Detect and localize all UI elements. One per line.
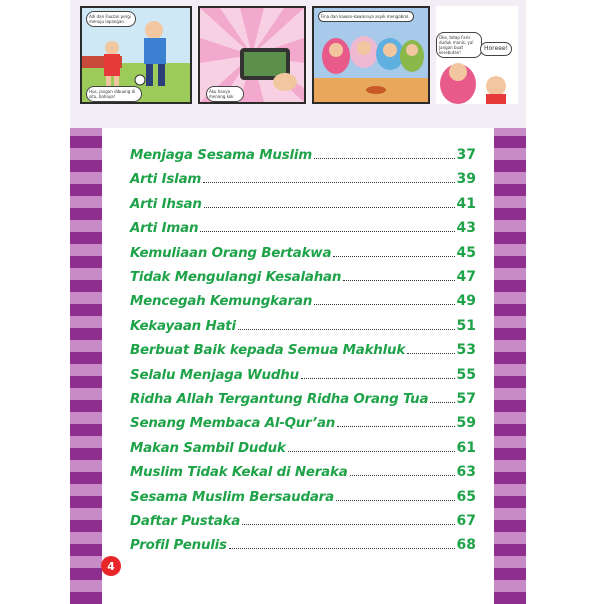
speech-bubble: Aku hanya menang kok — [206, 86, 244, 102]
speech-bubble: Hus, jangan dibuang di situ, bahaya! — [86, 86, 142, 102]
stripe-band — [70, 472, 102, 484]
toc-leader-dots — [200, 230, 454, 232]
toc-entry-page: 39 — [456, 171, 476, 188]
stripe-band — [494, 424, 526, 436]
toc-entry — [130, 507, 476, 529]
toc-entry-title: Arti Islam — [130, 172, 202, 188]
toc-leader-dots — [288, 450, 455, 452]
stripe-band — [494, 472, 526, 484]
toc-entry-title: Sesama Muslim Bersaudara — [130, 489, 334, 505]
toc-entry-title: Tidak Mengulangi Kesalahan — [130, 270, 342, 285]
stripe-band — [494, 496, 526, 508]
toc-entry-title: Senang Membaca Al-Qur’an — [130, 416, 336, 432]
toc-entry-page: 55 — [456, 366, 476, 383]
right-stripe-border — [494, 128, 526, 598]
toc-entry — [130, 141, 476, 163]
stripe-band — [494, 304, 526, 316]
toc-entry-page: 45 — [456, 244, 476, 261]
stripe-band — [494, 184, 526, 196]
toc-leader-dots — [238, 328, 455, 330]
stripe-band — [70, 376, 102, 388]
toc-entry-page: 41 — [456, 195, 476, 212]
toc-leader-dots — [301, 377, 455, 379]
stripe-band — [494, 256, 526, 268]
stripe-band — [494, 448, 526, 460]
toc-leader-dots — [204, 206, 455, 208]
stripe-band — [70, 304, 102, 316]
comic-panel-1 — [80, 6, 192, 104]
toc-entry — [130, 409, 476, 431]
stripe-band — [70, 352, 102, 364]
toc-entry — [130, 312, 476, 334]
toc-entry-title: Profil Penulis — [130, 538, 227, 554]
toc-entry-page: 63 — [456, 464, 476, 481]
toc-entry — [130, 190, 476, 212]
toc-entry — [130, 165, 476, 187]
toc-entry — [130, 361, 476, 383]
stripe-band — [494, 592, 526, 604]
comic-panel-2 — [198, 6, 306, 104]
toc-entry-title: Daftar Pustaka — [130, 514, 241, 529]
toc-entry — [130, 531, 476, 553]
toc-entry-page: 49 — [456, 293, 476, 310]
toc-entry-title: Kemuliaan Orang Bertakwa — [130, 245, 332, 261]
toc-entry-title: Makan Sambil Duduk — [130, 440, 286, 456]
toc-entry-page: 47 — [456, 269, 476, 285]
stripe-band — [494, 544, 526, 556]
stripe-band — [494, 328, 526, 340]
toc-entry-page: 65 — [456, 488, 476, 505]
toc-entry-title: Selalu Menjaga Wudhu — [130, 367, 299, 383]
speech-bubble: Oke, tetap Faris duduk manis, ya! Jangan buat kerebutan! — [436, 32, 482, 58]
toc-entry-page: 51 — [456, 317, 476, 334]
comic-panel-4 — [436, 6, 518, 104]
toc-entry-title: Berbuat Baik kepada Semua Makhluk — [130, 343, 406, 359]
toc-entry-page: 57 — [456, 391, 476, 407]
toc-entry-title: Ridha Allah Tergantung Ridha Orang Tua — [130, 392, 429, 407]
toc-entry-page: 61 — [456, 439, 476, 456]
stripe-band — [494, 568, 526, 580]
toc-entry — [130, 214, 476, 236]
toc-entry — [130, 458, 476, 480]
stripe-band — [494, 160, 526, 172]
toc-leader-dots — [333, 255, 454, 257]
toc-entry — [130, 239, 476, 261]
stripe-band — [70, 544, 102, 556]
stripe-band — [70, 592, 102, 604]
stripe-band — [70, 568, 102, 580]
toc-leader-dots — [242, 523, 454, 525]
toc-entry-page: 53 — [456, 342, 476, 359]
toc-entry — [130, 263, 476, 285]
stripe-band — [70, 424, 102, 436]
stripe-band — [494, 136, 526, 148]
toc-entry-page: 68 — [456, 537, 476, 554]
stripe-band — [70, 280, 102, 292]
stripe-band — [70, 232, 102, 244]
toc-entry-page: 59 — [456, 415, 476, 432]
stripe-band — [70, 208, 102, 220]
stripe-band — [494, 376, 526, 388]
stripe-band — [494, 232, 526, 244]
toc-leader-dots — [314, 303, 454, 305]
page-number-badge: 4 — [101, 556, 121, 576]
toc-entry-title: Mencegah Kemungkaran — [130, 294, 313, 310]
toc-leader-dots — [337, 425, 454, 427]
speech-bubble: Adi dan Fauzan pergi menuju lapangan. — [86, 11, 136, 27]
stripe-band — [70, 160, 102, 172]
comic-panel-3 — [312, 6, 430, 104]
stripe-band — [70, 256, 102, 268]
toc-entry-page: 67 — [456, 513, 476, 529]
toc-entry — [130, 385, 476, 407]
stripe-band — [494, 280, 526, 292]
toc-leader-dots — [336, 499, 455, 501]
toc-entry — [130, 336, 476, 358]
comic-panel-3-art — [314, 8, 428, 102]
stripe-band — [494, 208, 526, 220]
toc-leader-dots — [350, 474, 455, 476]
stripe-band — [494, 520, 526, 532]
toc-entry-title: Arti Iman — [130, 221, 199, 237]
speech-bubble: Fina dan kawan-kawannya asyik mengobrol. — [318, 11, 414, 22]
stripe-band — [70, 400, 102, 412]
toc-entry — [130, 483, 476, 505]
toc-entry-title: Muslim Tidak Kekal di Neraka — [130, 465, 348, 481]
toc-entry-title: Menjaga Sesama Muslim — [130, 148, 312, 163]
toc-entry-page: 37 — [456, 147, 476, 163]
toc-entry — [130, 287, 476, 309]
toc-leader-dots — [430, 401, 454, 403]
toc-leader-dots — [314, 157, 455, 159]
toc-entry-title: Kekayaan Hati — [130, 318, 236, 334]
toc-leader-dots — [407, 352, 454, 354]
toc-entry — [130, 434, 476, 456]
stripe-band — [494, 400, 526, 412]
left-stripe-border — [70, 128, 102, 598]
stripe-band — [494, 352, 526, 364]
toc-leader-dots — [203, 181, 454, 183]
toc-leader-dots — [343, 279, 454, 281]
stripe-band — [70, 520, 102, 532]
stripe-band — [70, 136, 102, 148]
stripe-band — [70, 496, 102, 508]
toc-leader-dots — [229, 547, 455, 549]
toc-entry-title: Arti Ihsan — [130, 196, 202, 212]
shout-bubble: Horeee! — [480, 42, 512, 56]
stripe-band — [70, 328, 102, 340]
stripe-band — [70, 448, 102, 460]
stripe-band — [70, 184, 102, 196]
toc-entry-page: 43 — [456, 220, 476, 237]
